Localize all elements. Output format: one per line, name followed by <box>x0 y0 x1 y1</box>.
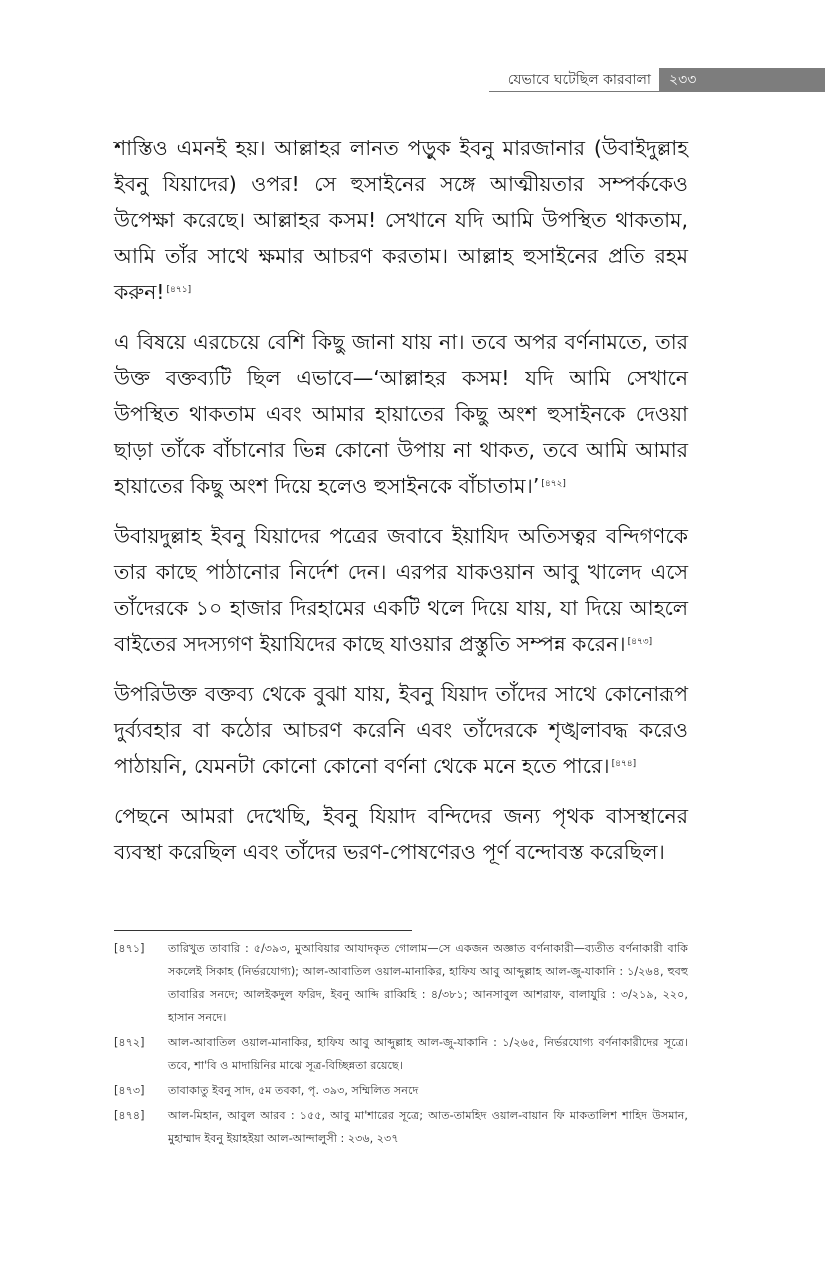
footnote-item <box>114 1104 688 1150</box>
paragraph-5 <box>114 798 688 870</box>
footnote-item <box>114 937 688 1029</box>
paragraph-4 <box>114 676 688 784</box>
footnote-item <box>114 1079 688 1102</box>
footnote-ref: [৪৭২] <box>541 479 566 489</box>
paragraph-text: উবায়দুল্লাহ ইবনু যিয়াদের পত্রের জবাবে ইয়াযিদ অতিসত্বর বন্দিগণকে তার কাছে পাঠানোর নির্দেশ দেন। এরপর যাকওয়ান আবু খালেদ এসে তাঁদেরকে ১০ হাজার দিরহামের একটি থলে দিয়ে যায়, যা দিয়ে আহলে বাইতের সদস্যগণ ইয়াযিদের কাছে যাওয়ার প্রস্তুতি সম্পন্ন করেন। <box>114 524 688 656</box>
running-header <box>489 68 825 92</box>
footnote-ref: [৪৭৩] <box>627 637 653 647</box>
footnote-ref: [৪৭৪] <box>611 759 637 769</box>
footnote-text: তাবাকাতু ইবনু সাদ, ৫ম তবকা, পৃ. ৩৯৩, সম্মিলিত সনদে <box>168 1084 419 1097</box>
footnote-text: আল-আবাতিল ওয়াল-মানাকির, হাফিয আবু আব্দুল্লাহ আল-জু-যাকানি : ১/২৬৫, নির্ভরযোগ্য বর্ণনাকারীদের সূত্রে। তবে, শা'বি ও মাদায়িনির মাঝে সূত্র-বিচ্ছিন্নতা রয়েছে। <box>168 1036 688 1072</box>
paragraph-1 <box>114 130 688 310</box>
footnote-number: [৪৭২] <box>114 1036 145 1049</box>
page-number: ২৩৩ <box>659 68 825 92</box>
footnote-divider <box>114 930 412 931</box>
footnote-item <box>114 1031 688 1077</box>
paragraph-3 <box>114 518 688 662</box>
paragraph-2 <box>114 324 688 504</box>
paragraph-text: উপরিউক্ত বক্তব্য থেকে বুঝা যায়, ইবনু যিয়াদ তাঁদের সাথে কোনোরূপ দুর্ব্যবহার বা কঠোর আচরণ করেনি এবং তাঁদেরকে শৃঙ্খলাবদ্ধ করেও পাঠায়নি, যেমনটা কোনো কোনো বর্ণনা থেকে মনে হতে পারে। <box>114 682 688 778</box>
main-text <box>114 130 688 884</box>
footnote-text: আল-মিহান, আবুল আরব : ১৫৫, আবু মা'শারের সূত্রে; আত-তামহিদ ওয়াল-বায়ান ফি মাকতালিশ শাহিদ উসমান, মুহাম্মাদ ইবনু ইয়াহইয়া আল-আন্দালুসী : ২৩৬, ২৩৭ <box>168 1109 688 1145</box>
footnote-number: [৪৭৪] <box>114 1109 145 1122</box>
footnote-text: তারিখুত তাবারি : ৫/৩৯৩, মুআবিয়ার আযাদকৃত গোলাম—সে একজন অজ্ঞাত বর্ণনাকারী—ব্যতীত বর্ণনাকারী বাকি সকলেই সিকাহ (নির্ভরযোগ্য); আল-আবাতিল ওয়াল-মানাকির, হাফিয আবু আব্দুল্লাহ আল-জু-যাকানি : ১/২৬৪, হুবহু তাবারির সনদে; আলইকদুল ফরিদ, ইবনু আব্দি রাব্বিহি : ৪/৩৮১; আনসাবুল আশরাফ, বালাযুরি : ৩/২১৯, ২২০, হাসান সনদে। <box>168 942 688 1024</box>
footnote-ref: [৪৭১] <box>166 285 192 295</box>
running-header-title: যেভাবে ঘটেছিল কারবালা <box>489 68 659 92</box>
paragraph-text: এ বিষয়ে এরচেয়ে বেশি কিছু জানা যায় না। তবে অপর বর্ণনামতে, তার উক্ত বক্তব্যটি ছিল এভাবে—‘আল্লাহর কসম! যদি আমি সেখানে উপস্থিত থাকতাম এবং আমার হায়াতের কিছু অংশ হুসাইনকে দেওয়া ছাড়া তাঁকে বাঁচানোর ভিন্ন কোনো উপায় না থাকত, তবে আমি আমার হায়াতের কিছু অংশ দিয়ে হলেও হুসাইনকে বাঁচাতাম।’ <box>114 330 688 498</box>
footnotes <box>114 937 688 1152</box>
footnote-number: [৪৭৩] <box>114 1084 145 1097</box>
footnote-number: [৪৭১] <box>114 942 145 955</box>
paragraph-text: শাস্তিও এমনই হয়। আল্লাহর লানত পড়ুক ইবনু মারজানার (উবাইদুল্লাহ ইবনু যিয়াদের) ওপর! সে হুসাইনের সঙ্গে আত্মীয়তার সম্পর্ককেও উপেক্ষা করেছে। আল্লাহর কসম! সেখানে যদি আমি উপস্থিত থাকতাম, আমি তাঁর সাথে ক্ষমার আচরণ করতাম। আল্লাহ হুসাইনের প্রতি রহম করুন! <box>114 136 688 304</box>
paragraph-text: পেছনে আমরা দেখেছি, ইবনু যিয়াদ বন্দিদের জন্য পৃথক বাসস্থানের ব্যবস্থা করেছিল এবং তাঁদের ভরণ-পোষণেরও পূর্ণ বন্দোবস্ত করেছিল। <box>114 804 688 864</box>
